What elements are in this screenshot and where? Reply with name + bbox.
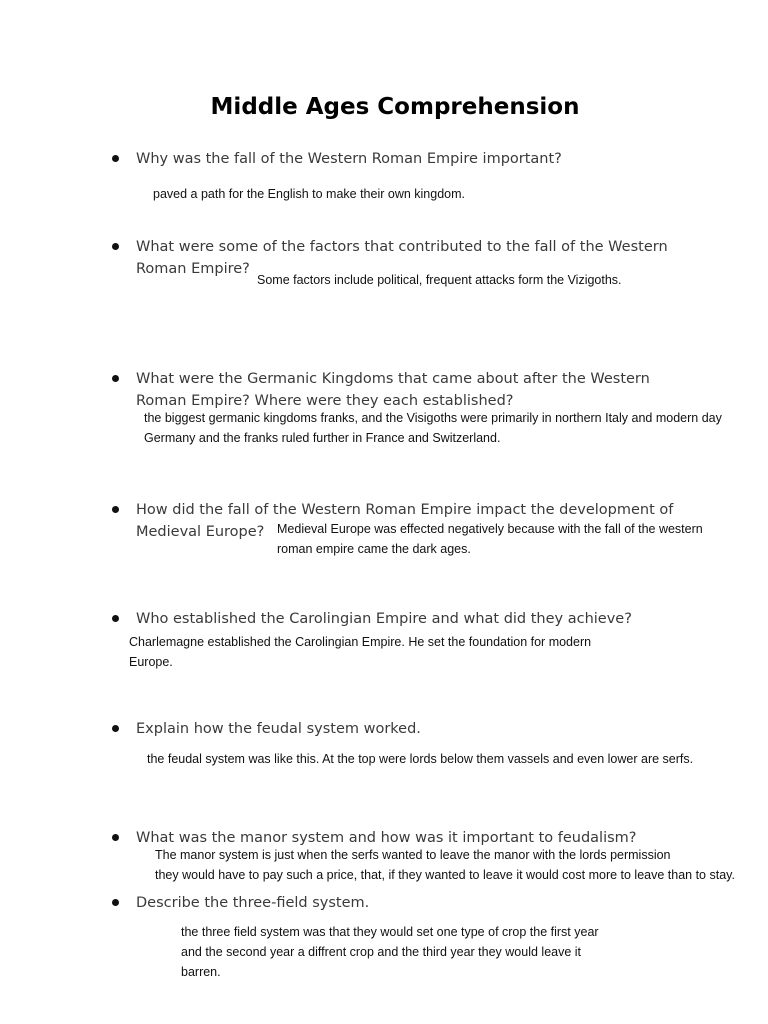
bullet xyxy=(112,243,119,250)
bullet xyxy=(112,506,119,513)
question-line: Who established the Carolingian Empire and what did they achieve? xyxy=(136,611,632,627)
answer-5 xyxy=(129,632,591,672)
answer-line: Europe. xyxy=(129,655,173,669)
question-1 xyxy=(136,148,562,170)
answer-line: Some factors include political, frequent attacks form the Vizigoths. xyxy=(257,273,622,287)
answer-line: Medieval Europe was effected negatively because with the fall of the western xyxy=(277,522,703,536)
question-line: What was the manor system and how was it important to feudalism? xyxy=(136,830,637,846)
answer-line: paved a path for the English to make their own kingdom. xyxy=(153,187,465,201)
answer-line: barren. xyxy=(181,965,221,979)
bullet xyxy=(112,725,119,732)
answer-line: the feudal system was like this. At the top were lords below them vassels and even lower are serfs. xyxy=(147,752,694,766)
question-line: What were the Germanic Kingdoms that came about after the Western xyxy=(136,371,650,387)
question-line: Describe the three-field system. xyxy=(136,895,370,911)
bullet xyxy=(112,375,119,382)
answer-line: The manor system is just when the serfs wanted to leave the manor with the lords permission xyxy=(155,848,671,862)
question-5 xyxy=(136,608,632,630)
bullet xyxy=(112,899,119,906)
bullet xyxy=(112,834,119,841)
answer-line: the biggest germanic kingdoms franks, and the Visigoths were primarily in northern Italy and modern day xyxy=(144,411,722,425)
bullet xyxy=(112,615,119,622)
question-line: Roman Empire? Where were they each established? xyxy=(136,393,514,409)
answer-line: Charlemagne established the Carolingian Empire. He set the foundation for modern xyxy=(129,635,592,649)
page-title: Middle Ages Comprehension xyxy=(210,94,580,120)
answer-2 xyxy=(257,270,622,290)
question-line: What were some of the factors that contributed to the fall of the Western xyxy=(136,239,668,255)
question-line: Why was the fall of the Western Roman Empire important? xyxy=(136,151,562,167)
answer-8 xyxy=(181,922,599,982)
answer-7 xyxy=(155,845,735,885)
question-line: How did the fall of the Western Roman Empire impact the development of xyxy=(136,502,674,518)
answer-4 xyxy=(277,519,703,559)
question-6 xyxy=(136,718,421,740)
question-3 xyxy=(136,368,650,412)
question-line: Explain how the feudal system worked. xyxy=(136,721,421,737)
answer-6 xyxy=(147,749,693,769)
question-line: Roman Empire? xyxy=(136,261,250,277)
answer-line: roman empire came the dark ages. xyxy=(277,542,471,556)
answer-1 xyxy=(153,184,465,204)
question-line: Medieval Europe? xyxy=(136,524,265,540)
bullet xyxy=(112,155,119,162)
question-8 xyxy=(136,892,369,914)
answer-line: the three field system was that they would set one type of crop the first year xyxy=(181,925,599,939)
answer-line: Germany and the franks ruled further in France and Switzerland. xyxy=(144,431,501,445)
answer-line: and the second year a diffrent crop and the third year they would leave it xyxy=(181,945,582,959)
answer-line: they would have to pay such a price, that, if they wanted to leave it would cost more to leave than to stay. xyxy=(155,868,735,882)
answer-3 xyxy=(144,408,722,448)
